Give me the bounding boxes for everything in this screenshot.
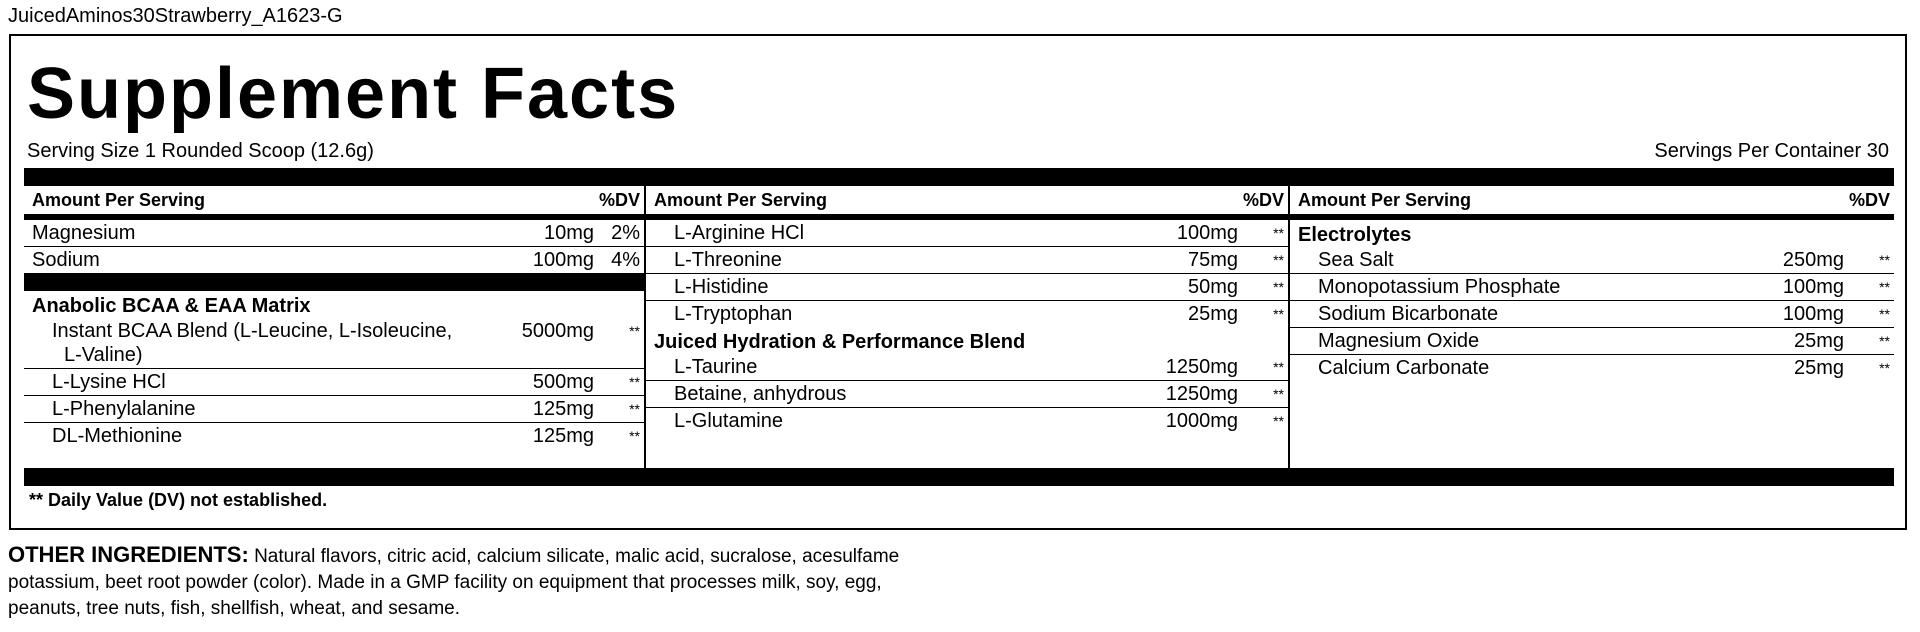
column-1 — [24, 186, 644, 468]
ingredient-amount: 1250mg — [1165, 383, 1238, 405]
thick-divider-top — [24, 168, 1894, 186]
ingredient-amount: 100mg — [1782, 276, 1844, 298]
nutrient-dv: 4% — [611, 249, 640, 271]
ingredient-name: Sodium Bicarbonate — [1318, 303, 1499, 325]
nutrient-name: Sodium — [32, 249, 100, 271]
dv-label: %DV — [1242, 189, 1284, 210]
column-2 — [644, 186, 1288, 468]
ingredient-row — [1290, 328, 1894, 355]
ingredient-name: L-Threonine — [674, 249, 782, 271]
dv-label: %DV — [598, 189, 640, 210]
other-ingredients — [8, 542, 958, 622]
ingredient-row — [646, 274, 1288, 301]
column-header — [646, 186, 1288, 220]
ingredient-amount: 125mg — [532, 425, 594, 447]
ingredient-name: L-Histidine — [674, 276, 769, 298]
ingredient-dv: ** — [1273, 279, 1284, 295]
ingredient-dv: ** — [1879, 360, 1890, 376]
panel-title: Supplement Facts — [27, 54, 680, 134]
ingredient-amount: 500mg — [532, 371, 594, 393]
ingredient-amount: 100mg — [1176, 222, 1238, 244]
ingredient-name: L-Phenylalanine — [52, 398, 196, 420]
blend-heading: Juiced Hydration & Performance Blend — [654, 331, 1026, 353]
ingredient-row — [1290, 355, 1894, 381]
ingredient-name — [52, 319, 484, 367]
dv-footnote: ** Daily Value (DV) not established. — [29, 490, 328, 510]
column-header — [1290, 186, 1894, 220]
other-ingredients-heading: OTHER INGREDIENTS: — [8, 542, 249, 567]
ingredient-amount: 25mg — [1793, 330, 1844, 352]
ingredient-dv: ** — [1879, 306, 1890, 322]
ingredient-dv: ** — [629, 374, 640, 390]
ingredient-name: L-Lysine HCl — [52, 371, 166, 393]
other-ingredients-text: Natural flavors, citric acid, calcium silicate, malic acid, sucralose, acesulfame potassium, beet root powder (color). Made in a GMP facility on equipment that processes milk, soy, egg, peanuts, tree nuts, fish, shellfish, wheat, and sesame. — [8, 546, 900, 619]
amount-per-serving-label: Amount Per Serving — [654, 189, 828, 210]
dv-label: %DV — [1848, 189, 1890, 210]
ingredient-name: L-Arginine HCl — [674, 222, 805, 244]
nutrient-row — [24, 247, 644, 273]
thick-divider-bottom — [24, 468, 1894, 486]
ingredient-row — [1290, 247, 1894, 274]
ingredient-amount: 100mg — [1782, 303, 1844, 325]
ingredient-dv: ** — [1879, 252, 1890, 268]
ingredient-amount: 125mg — [532, 398, 594, 420]
ingredient-dv: ** — [1273, 252, 1284, 268]
ingredient-amount: 1250mg — [1165, 356, 1238, 378]
nutrient-dv: 2% — [611, 222, 640, 244]
ingredient-dv: ** — [629, 428, 640, 444]
ingredient-row — [1290, 274, 1894, 301]
ingredient-row — [646, 408, 1288, 434]
column-header — [24, 186, 644, 220]
amount-per-serving-label: Amount Per Serving — [1298, 189, 1472, 210]
serving-size: Serving Size 1 Rounded Scoop (12.6g) — [27, 140, 374, 162]
ingredient-name-line2: L-Valine) — [64, 344, 143, 366]
file-id: JuicedAminos30Strawberry_A1623-G — [8, 5, 343, 27]
ingredient-dv: ** — [629, 323, 640, 339]
ingredient-dv: ** — [1273, 306, 1284, 322]
blend-heading: Anabolic BCAA & EAA Matrix — [32, 295, 311, 317]
ingredient-dv: ** — [1273, 413, 1284, 429]
ingredient-dv: ** — [1879, 279, 1890, 295]
ingredient-name: Magnesium Oxide — [1318, 330, 1480, 352]
ingredient-row — [24, 396, 644, 423]
ingredient-amount: 5000mg — [521, 320, 594, 342]
ingredient-row — [646, 301, 1288, 327]
ingredient-row — [24, 318, 644, 369]
ingredient-row — [646, 354, 1288, 381]
ingredient-row — [24, 423, 644, 449]
ingredient-amount: 75mg — [1187, 249, 1238, 271]
nutrient-amount: 100mg — [532, 249, 594, 271]
blend-heading: Electrolytes — [1298, 224, 1412, 246]
ingredient-amount: 25mg — [1793, 357, 1844, 379]
nutrient-amount: 10mg — [543, 222, 594, 244]
ingredient-dv: ** — [1273, 225, 1284, 241]
amount-per-serving-label: Amount Per Serving — [32, 189, 206, 210]
ingredient-row — [1290, 301, 1894, 328]
ingredient-row — [646, 247, 1288, 274]
ingredient-dv: ** — [1879, 333, 1890, 349]
ingredient-amount: 1000mg — [1165, 410, 1238, 432]
ingredient-amount: 250mg — [1782, 249, 1844, 271]
thick-divider — [24, 273, 644, 291]
ingredient-name: Calcium Carbonate — [1318, 357, 1490, 379]
ingredient-amount: 25mg — [1187, 303, 1238, 325]
column-3 — [1288, 186, 1894, 468]
servings-per-container: Servings Per Container 30 — [1654, 140, 1889, 162]
ingredient-name: Betaine, anhydrous — [674, 383, 847, 405]
ingredient-dv: ** — [1273, 359, 1284, 375]
ingredient-dv: ** — [1273, 386, 1284, 402]
ingredient-name: DL-Methionine — [52, 425, 183, 447]
ingredient-name-line1: Instant BCAA Blend (L-Leucine, L-Isoleucine, — [52, 320, 453, 342]
ingredient-row — [646, 220, 1288, 247]
ingredient-name: Sea Salt — [1318, 249, 1394, 271]
nutrient-row — [24, 220, 644, 247]
ingredient-row — [24, 369, 644, 396]
ingredient-name: L-Tryptophan — [674, 303, 793, 325]
ingredient-name: L-Glutamine — [674, 410, 783, 432]
ingredient-name: L-Taurine — [674, 356, 758, 378]
supplement-facts-panel — [9, 34, 1907, 530]
ingredient-name: Monopotassium Phosphate — [1318, 276, 1561, 298]
ingredient-row — [646, 381, 1288, 408]
ingredient-amount: 50mg — [1187, 276, 1238, 298]
ingredient-dv: ** — [629, 401, 640, 417]
nutrient-name: Magnesium — [32, 222, 136, 244]
